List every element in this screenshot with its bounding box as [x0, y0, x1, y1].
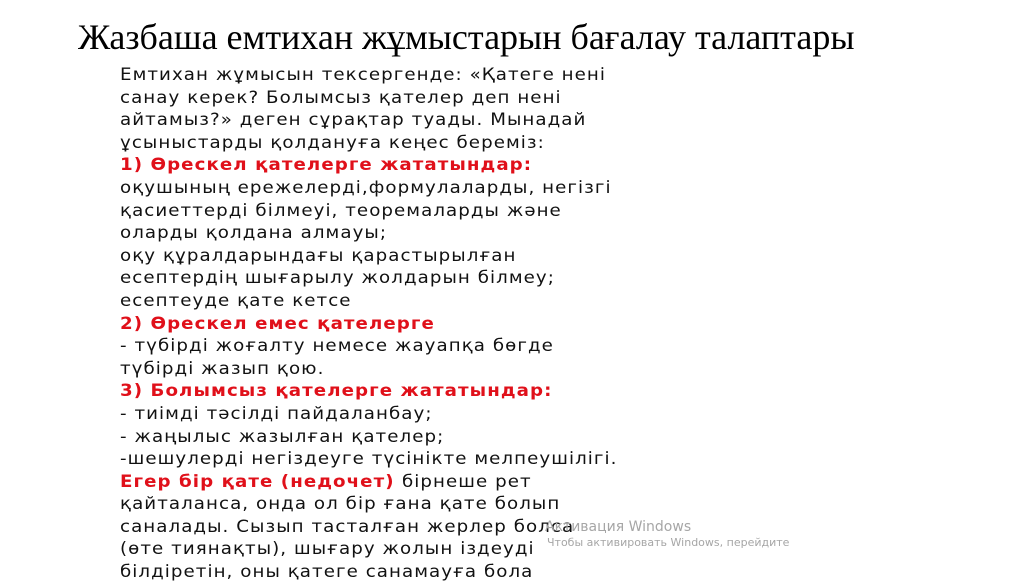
body-line-mixed [120, 471, 851, 494]
section-heading-non-gross-errors: 2) Өрескел емес қателерге [120, 313, 435, 334]
body-line: есептеуде қате кетсе [120, 290, 352, 311]
slide-body-text [120, 64, 851, 584]
body-line: -шешулерді негіздеуге түсінікте мелпеушілігі. [120, 449, 618, 470]
windows-activation-watermark [545, 519, 789, 551]
body-line: Емтихан жұмысын тексергенде: «Қатеге нені [120, 65, 607, 85]
body-line: оқушының ережелерді,формулаларды, негізгі [120, 177, 612, 198]
body-line: оқу құралдарындағы қарастырылған [120, 245, 517, 266]
body-line: түбірді жазып қою. [120, 358, 325, 379]
body-line: қайталанса, онда ол бір ғана қате болып [120, 494, 561, 515]
watermark-line-2: Чтобы активировать Windows, перейдите [547, 536, 790, 549]
body-line: ұсыныстарды қолдануға кеңес береміз: [120, 132, 545, 153]
red-inline-phrase: Егер бір қате (недочет) [120, 471, 403, 492]
body-line-rest: бірнеше рет [402, 471, 532, 492]
body-line: санау керек? Болымсыз қателер деп нені [120, 87, 562, 108]
body-line: айтамыз?» деген сұрақтар туады. Мынадай [120, 110, 587, 131]
body-line: - тиімді тәсілді пайдаланбау; [120, 403, 433, 424]
section-heading-minor-errors: 3) Болымсыз қателерге жататындар: [120, 381, 553, 402]
body-line: қасиеттерді білмеуі, теоремаларды және [120, 200, 562, 221]
body-line: оларды қолдана алмауы; [120, 223, 388, 244]
body-line: білдіретін, оны қатеге санамауға бола [120, 562, 534, 583]
body-line: - жаңылыс жазылған қателер; [120, 426, 445, 447]
body-line: саналады. Сызып тасталған жерлер болса [120, 516, 575, 537]
watermark-line-1: Активация Windows [545, 519, 692, 535]
body-line: есептердің шығарылу жолдарын білмеу; [120, 268, 555, 289]
body-line: (өте тиянақты), шығару жолын іздеуді [120, 539, 535, 560]
section-heading-gross-errors: 1) Өрескел қателерге жататындар: [120, 155, 533, 176]
body-line: - түбірді жоғалту немесе жауапқа бөгде [120, 336, 554, 357]
slide-title: Жазбаша емтихан жұмыстарын бағалау талаптары [78, 17, 855, 57]
